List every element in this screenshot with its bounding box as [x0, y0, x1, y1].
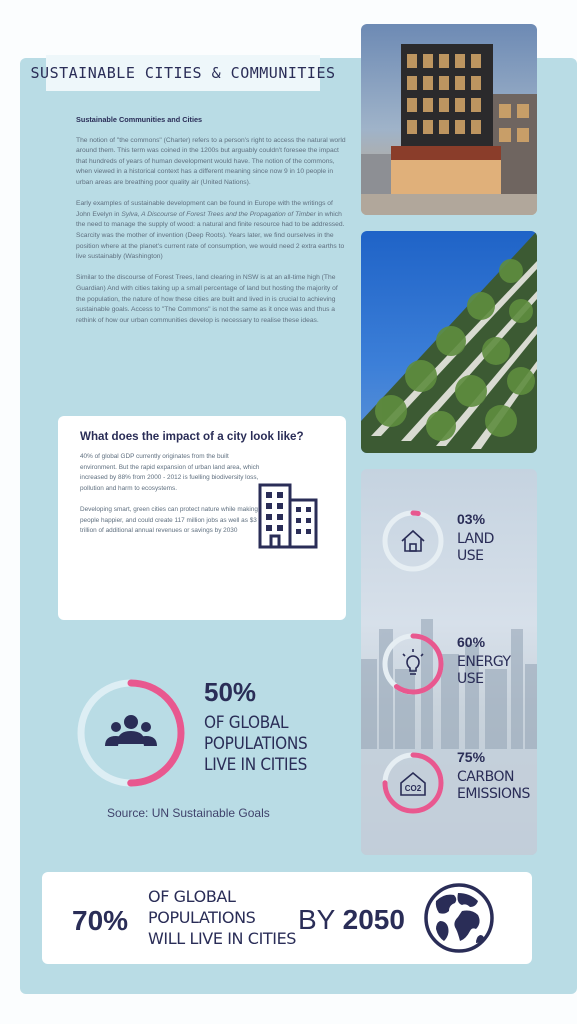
future-year: BY 2050: [298, 904, 405, 935]
intro-heading: Sustainable Communities and Cities: [76, 115, 203, 124]
future-label: OF GLOBAL POPULATIONS WILL LIVE IN CITIES: [148, 887, 297, 948]
co2-label: CO2: [404, 784, 422, 793]
globe-icon: [422, 881, 496, 960]
future-percent: 70%: [72, 905, 129, 936]
impact-paragraph-1: 40% of global GDP currently originates from the built environment. But the rapid expansion of urban land area, which increased by 88% from 2000 - 2012 is fuelling biodiversity loss, pollution and harm to ecosystems.: [80, 453, 260, 492]
intro-paragraph-1: The notion of "the commons" (Charter) refers to a person's right to access the natural world around them. This term was coined in the 1200s but arguably couldn't foresee the impact that hundreds of years of human development would have. The notion of the commons, when viewed in a historical context has a different meaning since now 9 in 10 people in urban areas are breathing poor quality air (United Nations).: [76, 136, 346, 186]
carbon-emissions-label: CARBON EMISSIONS: [457, 769, 530, 802]
house-icon: [402, 531, 424, 551]
intro-section: [76, 115, 348, 337]
intro-paragraph-3: Similar to the discourse of Forest Trees, land clearing in NSW is at an all-time high (The Guardian) And with cities taking up a small percentage of land but hosting the majority of the population, the nature of how these cities are built and lived in is crucial to achieving sustainable goals. Access to "The Commons" is not the same as it once was and thus a rethink of how our urban communities develop is necessary to realise these ideas.: [76, 274, 338, 324]
energy-use-label: ENERGY USE: [457, 654, 511, 687]
intro-paragraph-2: Early examples of sustainable development can be found in Europe with the writings of John Evelyn in Sylva, A Discourse of Forest Trees and the Propagation of Timber in which the need to manage the supply of wood: a natural and finite resource had to be addressed. Scarcity was the mother of invention (Deep Roots). Years later, we find ourselves in the position where at the planet's current rate of consumption, we would need 2 extra earths to live sustainably (Washington): [76, 200, 345, 261]
population-label: OF GLOBAL POPULATIONS LIVE IN CITIES: [204, 713, 308, 775]
building-icon: [256, 482, 320, 555]
impact-paragraph-2: Developing smart, green cities can protect nature while making people happier, and could create 117 million jobs as well as $3 trillion of additional annual revenues or savings by 2030: [80, 505, 258, 535]
city-impact-card: [58, 416, 346, 620]
apartment-building-photo: [361, 24, 537, 215]
population-percent: 50%: [204, 677, 257, 707]
source-note: Source: UN Sustainable Goals: [107, 806, 270, 820]
page-title: SUSTAINABLE CITIES & COMMUNITIES: [30, 64, 336, 82]
resource-stats-panel: [361, 469, 537, 855]
carbon-emissions-percent: 75%: [457, 749, 486, 765]
people-icon: [105, 715, 157, 746]
population-ring: [74, 676, 188, 795]
impact-heading: What does the impact of a city look like?: [80, 430, 304, 443]
green-building-photo: [361, 231, 537, 453]
energy-use-percent: 60%: [457, 634, 486, 650]
land-use-label: LAND USE: [457, 531, 494, 564]
impact-text: [80, 452, 260, 547]
future-population-card: [42, 872, 532, 964]
land-use-percent: 03%: [457, 511, 486, 527]
title-banner: [30, 55, 336, 91]
